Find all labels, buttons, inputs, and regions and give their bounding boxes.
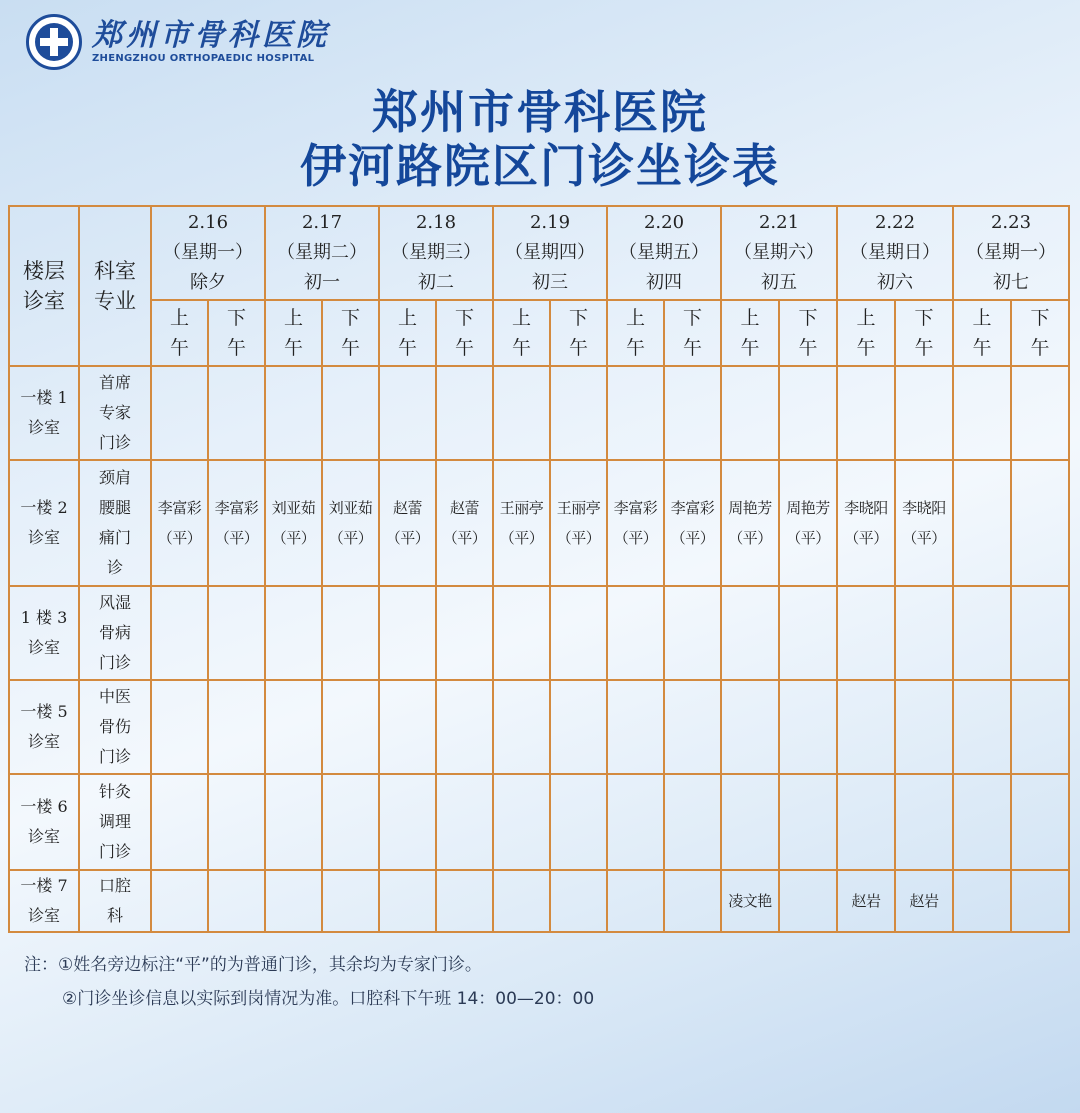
hospital-emblem-icon <box>26 14 82 70</box>
doctor-slot-cell <box>322 680 379 774</box>
doctor-name: 赵岩 <box>909 892 939 910</box>
department-cell: 首席 专家 门诊 <box>79 366 151 460</box>
doctor-name: 刘亚茹 <box>328 499 373 517</box>
doctor-slot-cell <box>837 460 895 586</box>
doctor-slot-cell <box>208 460 265 586</box>
doctor-slot-cell <box>550 870 607 932</box>
clinic-type-tag: （平） <box>214 529 259 547</box>
doctor-slot-cell <box>151 366 208 460</box>
doctor-name: 刘亚茹 <box>271 499 316 517</box>
day-header: 2.23 （星期一） 初七 <box>953 206 1069 300</box>
doctor-slot-cell <box>837 680 895 774</box>
doctor-slot-cell <box>265 460 322 586</box>
doctor-slot-cell <box>436 774 493 870</box>
table-row <box>9 870 1069 932</box>
doctor-slot-cell <box>379 586 436 680</box>
doctor-slot-cell <box>493 460 550 586</box>
room-cell: 一楼 7 诊室 <box>9 870 79 932</box>
doctor-slot-cell <box>265 366 322 460</box>
doctor-slot-cell <box>436 460 493 586</box>
doctor-slot-cell <box>953 870 1011 932</box>
doctor-slot-cell <box>493 870 550 932</box>
table-row <box>9 586 1069 680</box>
room-cell: 1 楼 3 诊室 <box>9 586 79 680</box>
doctor-slot-cell <box>721 366 779 460</box>
doctor-slot-cell <box>436 366 493 460</box>
doctor-slot-cell <box>379 774 436 870</box>
doctor-slot-cell <box>322 870 379 932</box>
doctor-slot-cell <box>721 680 779 774</box>
clinic-type-tag: （平） <box>499 529 544 547</box>
doctor-slot-cell <box>436 870 493 932</box>
doctor-name: 周艳芳 <box>786 499 830 517</box>
ampm-header-row <box>9 300 1069 366</box>
doctor-slot-cell <box>322 366 379 460</box>
clinic-type-tag: （平） <box>786 529 830 547</box>
doctor-slot-cell <box>607 680 664 774</box>
clinic-type-tag: （平） <box>670 529 715 547</box>
clinic-type-tag: （平） <box>556 529 601 547</box>
doctor-slot-cell <box>895 586 953 680</box>
doctor-slot-cell <box>721 774 779 870</box>
doctor-name: 李晓阳 <box>844 499 888 517</box>
doctor-slot-cell <box>607 366 664 460</box>
doctor-slot-cell <box>1011 586 1069 680</box>
clinic-type-tag: （平） <box>613 529 658 547</box>
room-cell: 一楼 1 诊室 <box>9 366 79 460</box>
doctor-slot-cell <box>493 680 550 774</box>
morning-header: 上 午 <box>837 300 895 366</box>
doctor-slot-cell <box>1011 870 1069 932</box>
morning-header: 上 午 <box>151 300 208 366</box>
doctor-slot-cell <box>721 586 779 680</box>
doctor-slot-cell <box>953 586 1011 680</box>
clinic-type-tag: （平） <box>728 529 772 547</box>
table-row <box>9 774 1069 870</box>
day-header: 2.18 （星期三） 初二 <box>379 206 493 300</box>
doctor-slot-cell <box>493 586 550 680</box>
doctor-slot-cell <box>550 586 607 680</box>
doctor-slot-cell <box>550 680 607 774</box>
doctor-name: 李富彩 <box>670 499 715 517</box>
clinic-type-tag: （平） <box>442 529 487 547</box>
doctor-name: 赵蕾 <box>392 499 422 517</box>
doctor-slot-cell <box>953 774 1011 870</box>
doctor-slot-cell <box>953 366 1011 460</box>
clinic-type-tag: （平） <box>385 529 430 547</box>
doctor-slot-cell <box>779 460 837 586</box>
doctor-slot-cell <box>664 460 721 586</box>
logo-chinese-name: 郑州市骨科医院 <box>92 18 330 53</box>
doctor-slot-cell <box>607 460 664 586</box>
day-header: 2.16 （星期一） 除夕 <box>151 206 265 300</box>
doctor-name: 凌文艳 <box>728 892 772 910</box>
doctor-slot-cell <box>664 774 721 870</box>
doctor-slot-cell <box>265 586 322 680</box>
doctor-slot-cell <box>436 680 493 774</box>
doctor-slot-cell <box>664 680 721 774</box>
doctor-slot-cell <box>379 680 436 774</box>
doctor-slot-cell <box>265 680 322 774</box>
doctor-slot-cell <box>1011 680 1069 774</box>
logo-english-name: ZHENGZHOU ORTHOPAEDIC HOSPITAL <box>92 53 315 64</box>
doctor-slot-cell <box>208 586 265 680</box>
doctor-name: 王丽亭 <box>556 499 601 517</box>
doctor-slot-cell <box>953 680 1011 774</box>
day-header: 2.22 （星期日） 初六 <box>837 206 953 300</box>
doctor-slot-cell <box>895 366 953 460</box>
note-line-1: 注：①姓名旁边标注“平”的为普通门诊，其余均为专家门诊。 <box>24 955 482 975</box>
doctor-slot-cell <box>493 366 550 460</box>
doctor-slot-cell <box>721 870 779 932</box>
clinic-type-tag: （平） <box>844 529 888 547</box>
doctor-slot-cell <box>208 774 265 870</box>
doctor-slot-cell <box>322 460 379 586</box>
department-cell: 口腔 科 <box>79 870 151 932</box>
doctor-slot-cell <box>895 774 953 870</box>
room-cell: 一楼 6 诊室 <box>9 774 79 870</box>
doctor-slot-cell <box>779 366 837 460</box>
department-cell: 针灸 调理 门诊 <box>79 774 151 870</box>
room-cell: 一楼 2 诊室 <box>9 460 79 586</box>
doctor-slot-cell <box>895 460 953 586</box>
doctor-slot-cell <box>379 870 436 932</box>
doctor-name: 李富彩 <box>214 499 259 517</box>
department-cell: 中医 骨伤 门诊 <box>79 680 151 774</box>
doctor-slot-cell <box>779 586 837 680</box>
doctor-slot-cell <box>1011 366 1069 460</box>
page-title-line1: 郑州市骨科医院 <box>372 85 708 139</box>
doctor-slot-cell <box>607 774 664 870</box>
doctor-slot-cell <box>779 870 837 932</box>
table-row <box>9 366 1069 460</box>
doctor-slot-cell <box>436 586 493 680</box>
room-cell: 一楼 5 诊室 <box>9 680 79 774</box>
doctor-slot-cell <box>208 870 265 932</box>
doctor-slot-cell <box>895 680 953 774</box>
doctor-slot-cell <box>837 870 895 932</box>
doctor-slot-cell <box>151 460 208 586</box>
doctor-slot-cell <box>151 774 208 870</box>
day-header: 2.17 （星期二） 初一 <box>265 206 379 300</box>
morning-header: 上 午 <box>379 300 436 366</box>
doctor-name: 赵蕾 <box>449 499 479 517</box>
doctor-slot-cell <box>322 586 379 680</box>
table-row <box>9 460 1069 586</box>
doctor-slot-cell <box>265 870 322 932</box>
doctor-slot-cell <box>151 680 208 774</box>
doctor-slot-cell <box>664 366 721 460</box>
logo-text <box>92 19 330 65</box>
doctor-slot-cell <box>721 460 779 586</box>
doctor-name: 周艳芳 <box>728 499 772 517</box>
doctor-slot-cell <box>379 366 436 460</box>
afternoon-header: 下 午 <box>779 300 837 366</box>
doctor-slot-cell <box>837 586 895 680</box>
doctor-slot-cell <box>550 366 607 460</box>
clinic-type-tag: （平） <box>271 529 316 547</box>
table-row <box>9 680 1069 774</box>
clinic-type-tag: （平） <box>157 529 202 547</box>
morning-header: 上 午 <box>265 300 322 366</box>
afternoon-header: 下 午 <box>208 300 265 366</box>
department-cell: 风湿 骨病 门诊 <box>79 586 151 680</box>
morning-header: 上 午 <box>953 300 1011 366</box>
doctor-slot-cell <box>151 586 208 680</box>
afternoon-header: 下 午 <box>664 300 721 366</box>
morning-header: 上 午 <box>493 300 550 366</box>
doctor-slot-cell <box>493 774 550 870</box>
department-cell: 颈肩 腰腿 痛门 诊 <box>79 460 151 586</box>
day-header: 2.19 （星期四） 初三 <box>493 206 607 300</box>
doctor-slot-cell <box>208 366 265 460</box>
header-floor-room: 楼层 诊室 <box>9 206 79 366</box>
page-title-line2: 伊河路院区门诊坐诊表 <box>300 139 780 193</box>
doctor-slot-cell <box>379 460 436 586</box>
doctor-slot-cell <box>664 586 721 680</box>
doctor-name: 李晓阳 <box>902 499 946 517</box>
morning-header: 上 午 <box>607 300 664 366</box>
doctor-slot-cell <box>550 774 607 870</box>
doctor-name: 李富彩 <box>157 499 202 517</box>
afternoon-header: 下 午 <box>322 300 379 366</box>
doctor-slot-cell <box>550 460 607 586</box>
note-line-2: ②门诊坐诊信息以实际到岗情况为准。口腔科下午班 14：00—20：00 <box>62 989 595 1009</box>
doctor-slot-cell <box>837 366 895 460</box>
doctor-slot-cell <box>664 870 721 932</box>
doctor-slot-cell <box>265 774 322 870</box>
doctor-slot-cell <box>953 460 1011 586</box>
doctor-slot-cell <box>1011 460 1069 586</box>
afternoon-header: 下 午 <box>436 300 493 366</box>
doctor-name: 王丽亭 <box>499 499 544 517</box>
doctor-slot-cell <box>322 774 379 870</box>
doctor-slot-cell <box>779 774 837 870</box>
afternoon-header: 下 午 <box>550 300 607 366</box>
day-header: 2.20 （星期五） 初四 <box>607 206 721 300</box>
afternoon-header: 下 午 <box>1011 300 1069 366</box>
header-department: 科室 专业 <box>79 206 151 366</box>
doctor-slot-cell <box>779 680 837 774</box>
doctor-slot-cell <box>1011 774 1069 870</box>
afternoon-header: 下 午 <box>895 300 953 366</box>
doctor-slot-cell <box>607 586 664 680</box>
doctor-name: 赵岩 <box>851 892 881 910</box>
doctor-name: 李富彩 <box>613 499 658 517</box>
doctor-slot-cell <box>895 870 953 932</box>
schedule-table <box>8 205 1070 933</box>
clinic-type-tag: （平） <box>328 529 373 547</box>
doctor-slot-cell <box>151 870 208 932</box>
morning-header: 上 午 <box>721 300 779 366</box>
date-header-row <box>9 206 1069 300</box>
day-header: 2.21 （星期六） 初五 <box>721 206 837 300</box>
clinic-type-tag: （平） <box>902 529 946 547</box>
doctor-slot-cell <box>607 870 664 932</box>
hospital-logo <box>26 12 330 72</box>
doctor-slot-cell <box>208 680 265 774</box>
doctor-slot-cell <box>837 774 895 870</box>
